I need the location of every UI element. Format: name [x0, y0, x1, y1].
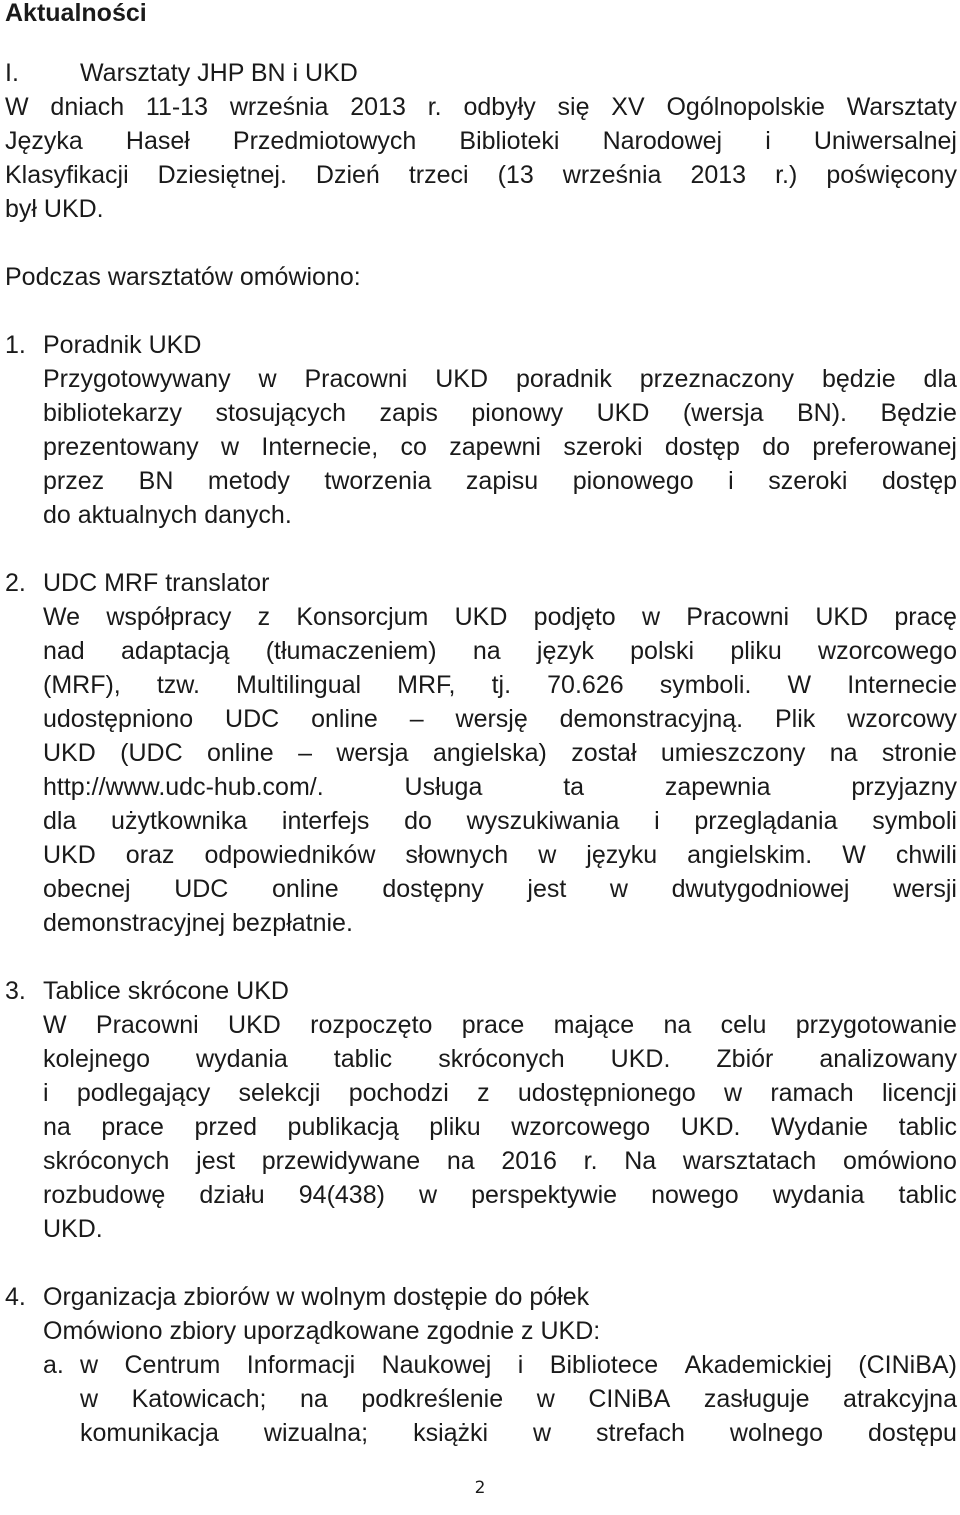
item-line: udostępniono UDC online – wersję demonstracyjną. Plik wzorcowy	[43, 705, 957, 733]
item-title: UDC MRF translator	[43, 569, 270, 597]
item-line: dla użytkownika interfejs do wyszukiwania i przeglądania symboli	[43, 807, 957, 835]
item-line: przez BN metody tworzenia zapisu pionowego i szeroki dostęp	[43, 467, 957, 495]
item-title: Tablice skrócone UKD	[43, 977, 289, 1005]
item-number: 3.	[5, 977, 26, 1005]
item-line: Omówiono zbiory uporządkowane zgodnie z UKD:	[43, 1317, 601, 1345]
item-line: rozbudowę działu 94(438) w perspektywie nowego wydania tablic	[43, 1181, 957, 1209]
item-line: kolejnego wydania tablic skróconych UKD. Zbiór analizowany	[43, 1045, 957, 1073]
paragraph-line: Języka Haseł Przedmiotowych Biblioteki Narodowej i Uniwersalnej	[5, 127, 957, 155]
item-line: na prace przed publikacją pliku wzorcowego UKD. Wydanie tablic	[43, 1113, 957, 1141]
paragraph-line: Klasyfikacji Dziesiętnej. Dzień trzeci (13 września 2013 r.) poświęcony	[5, 161, 957, 189]
item-title: Organizacja zbiorów w wolnym dostępie do półek	[43, 1283, 590, 1311]
item-line: i podlegający selekcji pochodzi z udostępnionego w ramach licencji	[43, 1079, 957, 1107]
item-line: We współpracy z Konsorcjum UKD podjęto w Pracowni UKD pracę	[43, 603, 957, 631]
section-number: I.	[5, 59, 19, 87]
section-title: Warsztaty JHP BN i UKD	[80, 59, 358, 87]
item-title: Poradnik UKD	[43, 331, 202, 359]
page-heading: Aktualności	[5, 0, 147, 27]
item-line: (MRF), tzw. Multilingual MRF, tj. 70.626 symboli. W Internecie	[43, 671, 957, 699]
item-line: UKD (UDC online – wersja angielska) został umieszczony na stronie	[43, 739, 957, 767]
item-line: skróconych jest przewidywane na 2016 r. Na warsztatach omówiono	[43, 1147, 957, 1175]
sub-item-letter: a.	[43, 1351, 64, 1379]
item-line: http://www.udc-hub.com/. Usługa ta zapewnia przyjazny	[43, 773, 957, 801]
sub-item-line: w Katowicach; na podkreślenie w CINiBA zasługuje atrakcyjna	[80, 1385, 957, 1413]
item-line: W Pracowni UKD rozpoczęto prace mające na celu przygotowanie	[43, 1011, 957, 1039]
item-line: do aktualnych danych.	[43, 501, 292, 529]
paragraph-line: był UKD.	[5, 195, 104, 223]
sub-item-line: w Centrum Informacji Naukowej i Bibliotece Akademickiej (CINiBA)	[80, 1351, 957, 1379]
sub-item-line: komunikacja wizualna; książki w strefach wolnego dostępu	[80, 1419, 957, 1447]
item-line: obecnej UDC online dostępny jest w dwutygodniowej wersji	[43, 875, 957, 903]
item-number: 2.	[5, 569, 26, 597]
item-line: nad adaptacją (tłumaczeniem) na język polski pliku wzorcowego	[43, 637, 957, 665]
intro-text: Podczas warsztatów omówiono:	[5, 263, 361, 291]
item-number: 1.	[5, 331, 26, 359]
item-line: UKD.	[43, 1215, 103, 1243]
paragraph-line: W dniach 11-13 września 2013 r. odbyły się XV Ogólnopolskie Warsztaty	[5, 93, 957, 121]
item-line: Przygotowywany w Pracowni UKD poradnik przeznaczony będzie dla	[43, 365, 957, 393]
item-line: prezentowany w Internecie, co zapewni szeroki dostęp do preferowanej	[43, 433, 957, 461]
page-number: 2	[474, 1478, 486, 1498]
item-line: UKD oraz odpowiedników słownych w języku angielskim. W chwili	[43, 841, 957, 869]
item-line: demonstracyjnej bezpłatnie.	[43, 909, 353, 937]
item-number: 4.	[5, 1283, 26, 1311]
item-line: bibliotekarzy stosujących zapis pionowy UKD (wersja BN). Będzie	[43, 399, 957, 427]
